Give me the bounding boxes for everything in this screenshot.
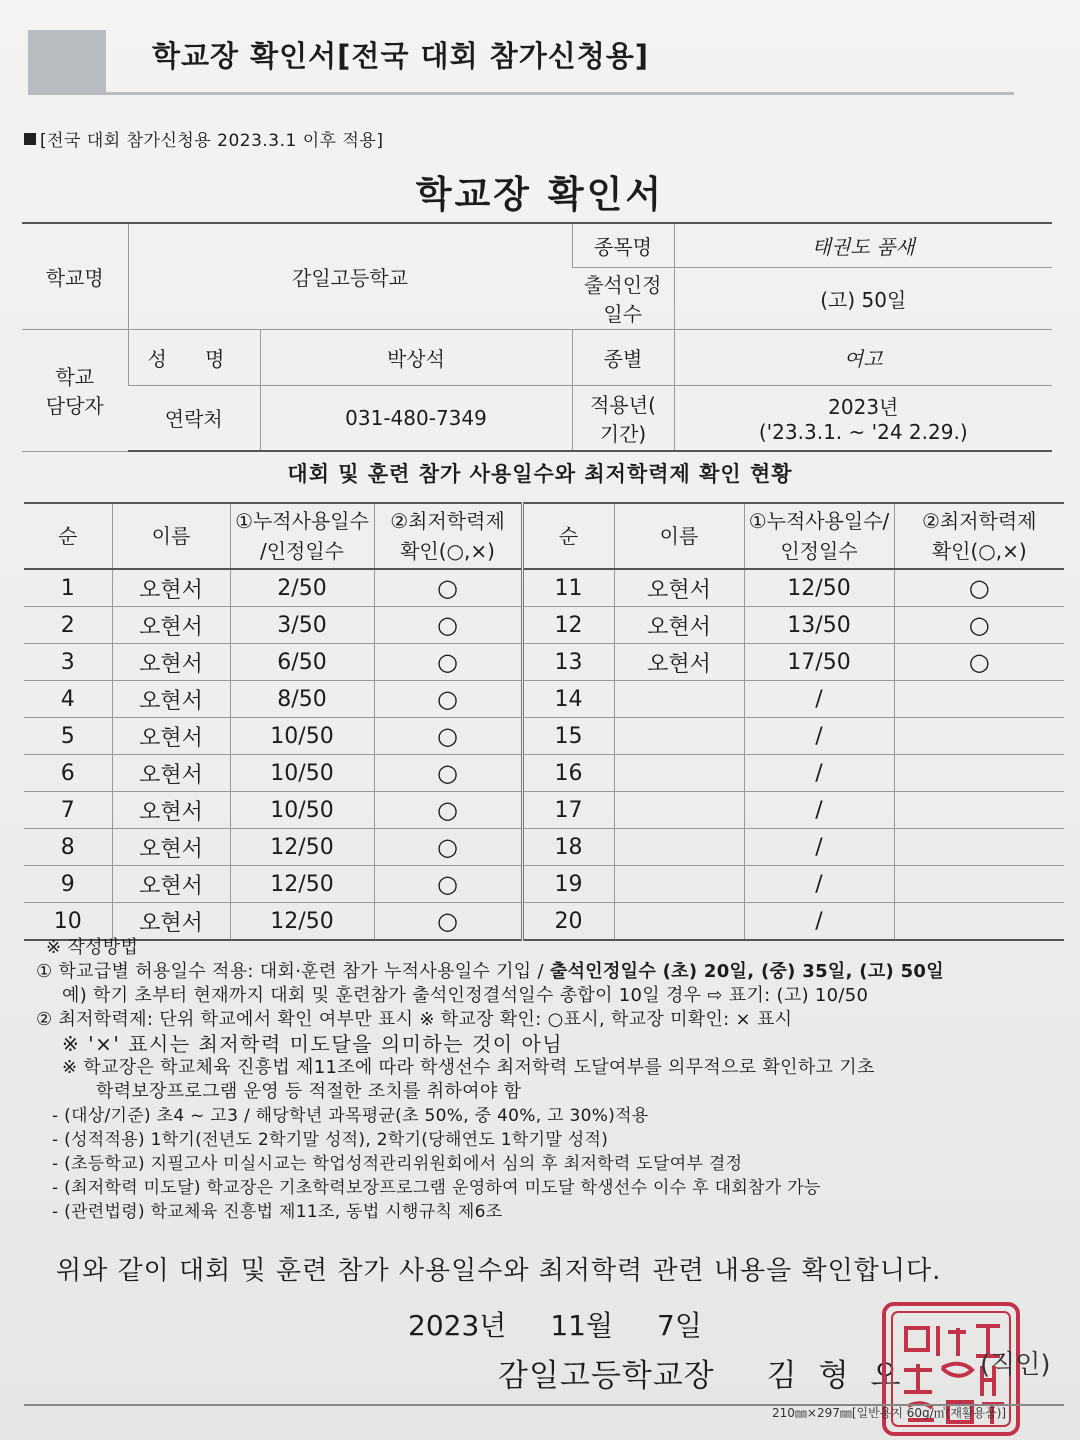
header-band-rule xyxy=(28,92,1014,95)
usage-days: / xyxy=(744,681,894,718)
usage-name: 오현서 xyxy=(112,829,230,866)
header-days-left-line1: ①누적사용일수 xyxy=(235,509,369,533)
header-academic-right-line2: 확인(○,×) xyxy=(931,539,1027,563)
usage-academic-mark xyxy=(894,866,1064,903)
usage-no: 12 xyxy=(522,607,614,644)
date-year: 2023년 xyxy=(408,1309,507,1342)
attendance-label-line2: 일수 xyxy=(603,302,643,326)
attendance-label-line1: 출석인정 xyxy=(584,273,662,297)
usage-name: 오현서 xyxy=(112,644,230,681)
header-days-right-line1: ①누적사용일수/ xyxy=(748,509,890,533)
table-row xyxy=(24,903,1064,941)
usage-no: 4 xyxy=(24,681,112,718)
note-2-sub-1: ※ '×' 표시는 최저학력 미도달을 의미하는 것이 아님 xyxy=(62,1032,564,1056)
period-label-line1: 적용년( xyxy=(590,392,656,417)
notes-heading: ※ 작성방법 xyxy=(46,937,139,958)
detail-elementary: - (초등학교) 지필고사 미실시교는 학업성적관리위원회에서 심의 후 최저학력 도달여부 결정 xyxy=(52,1154,743,1174)
detail-below-minimum: - (최저학력 미도달) 학교장은 기초학력보장프로그램 운영하여 미도달 학생선수 이수 후 대회참가 가능 xyxy=(52,1178,821,1198)
note-2-sub-2a: ※ 학교장은 학교체육 진흥법 제11조에 따라 학생선수 최저학력 도달여부를 의무적으로 확인하고 기초 xyxy=(62,1057,875,1078)
sport-label: 종목명 xyxy=(572,223,674,267)
usage-name: 오현서 xyxy=(112,866,230,903)
table-row xyxy=(24,569,1064,607)
usage-days: 13/50 xyxy=(744,607,894,644)
signer-title: 감일고등학교장 xyxy=(498,1358,715,1394)
issue-date xyxy=(408,1304,702,1344)
usage-name: 오현서 xyxy=(112,755,230,792)
school-name-value: 감일고등학교 xyxy=(128,223,572,329)
usage-days: 6/50 xyxy=(230,644,374,681)
detail-grades: - (성적적용) 1학기(전년도 2학기말 성적), 2학기(당해연도 1학기말 성적) xyxy=(52,1130,609,1150)
confirmation-statement: 위와 같이 대회 및 훈련 참가 사용일수와 최저학력 관련 내용을 확인합니다. xyxy=(56,1256,942,1286)
usage-name: 오현서 xyxy=(112,903,230,941)
usage-name: 오현서 xyxy=(112,681,230,718)
usage-no: 13 xyxy=(522,644,614,681)
usage-header-row xyxy=(24,503,1064,569)
usage-body xyxy=(24,569,1064,940)
usage-academic-mark: ○ xyxy=(374,681,522,718)
usage-no: 15 xyxy=(522,718,614,755)
category-label: 종별 xyxy=(572,329,674,385)
usage-name xyxy=(614,903,744,941)
usage-academic-mark xyxy=(894,681,1064,718)
usage-days: 10/50 xyxy=(230,792,374,829)
header-academic-left xyxy=(374,503,522,569)
table-row xyxy=(24,755,1064,792)
sport-value: 태권도 품새 xyxy=(674,223,1052,267)
usage-no: 7 xyxy=(24,792,112,829)
header-name-left: 이름 xyxy=(112,503,230,569)
name-label: 성 명 xyxy=(128,329,260,385)
note-1-emphasis: 출석인정일수 (초) 20일, (중) 35일, (고) 50일 xyxy=(549,961,944,982)
usage-academic-mark: ○ xyxy=(894,644,1064,681)
date-day: 7일 xyxy=(657,1309,702,1342)
detail-target: - (대상/기준) 초4 ~ 고3 / 해당학년 과목평균(초 50%, 중 40%, 고 30%)적용 xyxy=(52,1106,649,1126)
table-row xyxy=(24,607,1064,644)
name-value: 박상석 xyxy=(260,329,572,385)
usage-no: 3 xyxy=(24,644,112,681)
square-bullet-icon xyxy=(24,133,36,145)
note-2-sub-2b: 학력보장프로그램 운영 등 적절한 조치를 취하여야 함 xyxy=(96,1081,522,1102)
contact-label: 연락처 xyxy=(128,385,260,451)
header-days-right xyxy=(744,503,894,569)
usage-academic-mark: ○ xyxy=(374,829,522,866)
header-academic-left-line1: ②최저학력제 xyxy=(390,509,505,533)
note-1 xyxy=(36,960,1066,984)
period-label-line2: 기간) xyxy=(599,421,647,446)
header-days-left xyxy=(230,503,374,569)
usage-academic-mark xyxy=(894,829,1064,866)
writing-instructions xyxy=(36,936,1066,1224)
usage-days: 8/50 xyxy=(230,681,374,718)
usage-academic-mark: ○ xyxy=(374,569,522,607)
attendance-value: (고) 50일 xyxy=(674,267,1052,329)
paper-spec: 210㎜×297㎜[일반용지 60g/㎡(재활용품)] xyxy=(772,1406,1007,1420)
usage-days: 10/50 xyxy=(230,718,374,755)
usage-academic-mark: ○ xyxy=(374,792,522,829)
staff-label xyxy=(22,329,128,451)
staff-label-line1: 학교 xyxy=(55,365,95,389)
usage-table xyxy=(24,502,1064,941)
attendance-label xyxy=(572,267,674,329)
note-2: ② 최저학력제: 단위 학교에서 확인 여부만 표시 ※ 학교장 확인: ○표시, 학교장 미확인: × 표시 xyxy=(36,1009,793,1030)
table-row xyxy=(24,866,1064,903)
header-days-left-line2: /인정일수 xyxy=(259,539,345,563)
category-value: 여고 xyxy=(674,329,1052,385)
header-no-left: 순 xyxy=(24,503,112,569)
signer xyxy=(498,1350,922,1395)
signer-name: 김형오 xyxy=(766,1358,923,1394)
usage-days: 12/50 xyxy=(744,569,894,607)
usage-days: / xyxy=(744,792,894,829)
school-name-label: 학교명 xyxy=(22,223,128,329)
usage-no: 14 xyxy=(522,681,614,718)
table-row xyxy=(24,681,1064,718)
usage-days: / xyxy=(744,866,894,903)
usage-days: 12/50 xyxy=(230,903,374,941)
usage-academic-mark xyxy=(894,903,1064,941)
usage-days: 12/50 xyxy=(230,866,374,903)
header-days-right-line2: 인정일수 xyxy=(780,539,858,563)
usage-no: 2 xyxy=(24,607,112,644)
header-band-block xyxy=(28,30,106,94)
usage-name xyxy=(614,718,744,755)
usage-academic-mark: ○ xyxy=(374,866,522,903)
period-label xyxy=(572,385,674,451)
usage-name: 오현서 xyxy=(614,569,744,607)
usage-name xyxy=(614,755,744,792)
usage-academic-mark: ○ xyxy=(374,755,522,792)
table-row xyxy=(24,829,1064,866)
usage-days: 17/50 xyxy=(744,644,894,681)
usage-academic-mark: ○ xyxy=(374,607,522,644)
usage-no: 10 xyxy=(24,903,112,941)
usage-name xyxy=(614,829,744,866)
usage-no: 16 xyxy=(522,755,614,792)
usage-days: / xyxy=(744,755,894,792)
usage-days: 10/50 xyxy=(230,755,374,792)
usage-academic-mark xyxy=(894,718,1064,755)
band-title: 학교장 확인서[전국 대회 참가신청용] xyxy=(152,39,650,73)
usage-name xyxy=(614,681,744,718)
usage-name: 오현서 xyxy=(112,792,230,829)
usage-no: 8 xyxy=(24,829,112,866)
usage-days: / xyxy=(744,903,894,941)
usage-name: 오현서 xyxy=(614,644,744,681)
usage-name: 오현서 xyxy=(112,607,230,644)
usage-no: 11 xyxy=(522,569,614,607)
usage-days: 12/50 xyxy=(230,829,374,866)
usage-academic-mark: ○ xyxy=(374,718,522,755)
school-info-table xyxy=(22,222,1052,452)
header-academic-left-line2: 확인(○,×) xyxy=(400,539,495,563)
detail-related-law: - (관련법령) 학교체육 진흥법 제11조, 동법 시행규칙 제6조 xyxy=(52,1202,503,1222)
page-title: 학교장 확인서 xyxy=(415,173,665,216)
usage-no: 1 xyxy=(24,569,112,607)
usage-days: / xyxy=(744,718,894,755)
notice-text: [전국 대회 참가신청용 2023.3.1 이후 적용] xyxy=(40,131,384,151)
usage-no: 5 xyxy=(24,718,112,755)
date-month: 11월 xyxy=(550,1309,613,1342)
usage-section-title: 대회 및 훈련 참가 사용일수와 최저학력제 확인 현황 xyxy=(287,462,793,486)
table-row xyxy=(24,644,1064,681)
usage-name: 오현서 xyxy=(112,569,230,607)
header-academic-right-line1: ②최저학력제 xyxy=(921,509,1037,533)
usage-academic-mark xyxy=(894,755,1064,792)
header-academic-right xyxy=(894,503,1064,569)
usage-academic-mark: ○ xyxy=(894,607,1064,644)
contact-value: 031-480-7349 xyxy=(260,385,572,451)
period-year: 2023년 xyxy=(828,395,899,420)
usage-no: 19 xyxy=(522,866,614,903)
applicability-notice xyxy=(24,126,383,151)
period-range: ('23.3.1. ~ '24 2.29.) xyxy=(758,420,968,445)
staff-label-line2: 담당자 xyxy=(45,394,104,418)
usage-name: 오현서 xyxy=(614,607,744,644)
usage-name xyxy=(614,866,744,903)
header-no-right: 순 xyxy=(522,503,614,569)
usage-academic-mark: ○ xyxy=(374,903,522,941)
note-1-text: ① 학교급별 허용일수 적용: 대회·훈련 참가 누적사용일수 기입 / xyxy=(36,961,550,982)
period-value xyxy=(674,385,1052,451)
usage-name xyxy=(614,792,744,829)
usage-days: 2/50 xyxy=(230,569,374,607)
seal-label: (직인) xyxy=(980,1350,1051,1380)
usage-academic-mark xyxy=(894,792,1064,829)
usage-days: 3/50 xyxy=(230,607,374,644)
header-name-right: 이름 xyxy=(614,503,744,569)
table-row xyxy=(24,792,1064,829)
usage-no: 6 xyxy=(24,755,112,792)
usage-no: 20 xyxy=(522,903,614,941)
usage-name: 오현서 xyxy=(112,718,230,755)
usage-no: 9 xyxy=(24,866,112,903)
usage-days: / xyxy=(744,829,894,866)
usage-no: 17 xyxy=(522,792,614,829)
table-row xyxy=(24,718,1064,755)
usage-no: 18 xyxy=(522,829,614,866)
note-1-example: 예) 학기 초부터 현재까지 대회 및 훈련참가 출석인정결석일수 총합이 10일 경우 ⇨ 표기: (고) 10/50 xyxy=(62,985,869,1006)
usage-academic-mark: ○ xyxy=(374,644,522,681)
usage-academic-mark: ○ xyxy=(894,569,1064,607)
